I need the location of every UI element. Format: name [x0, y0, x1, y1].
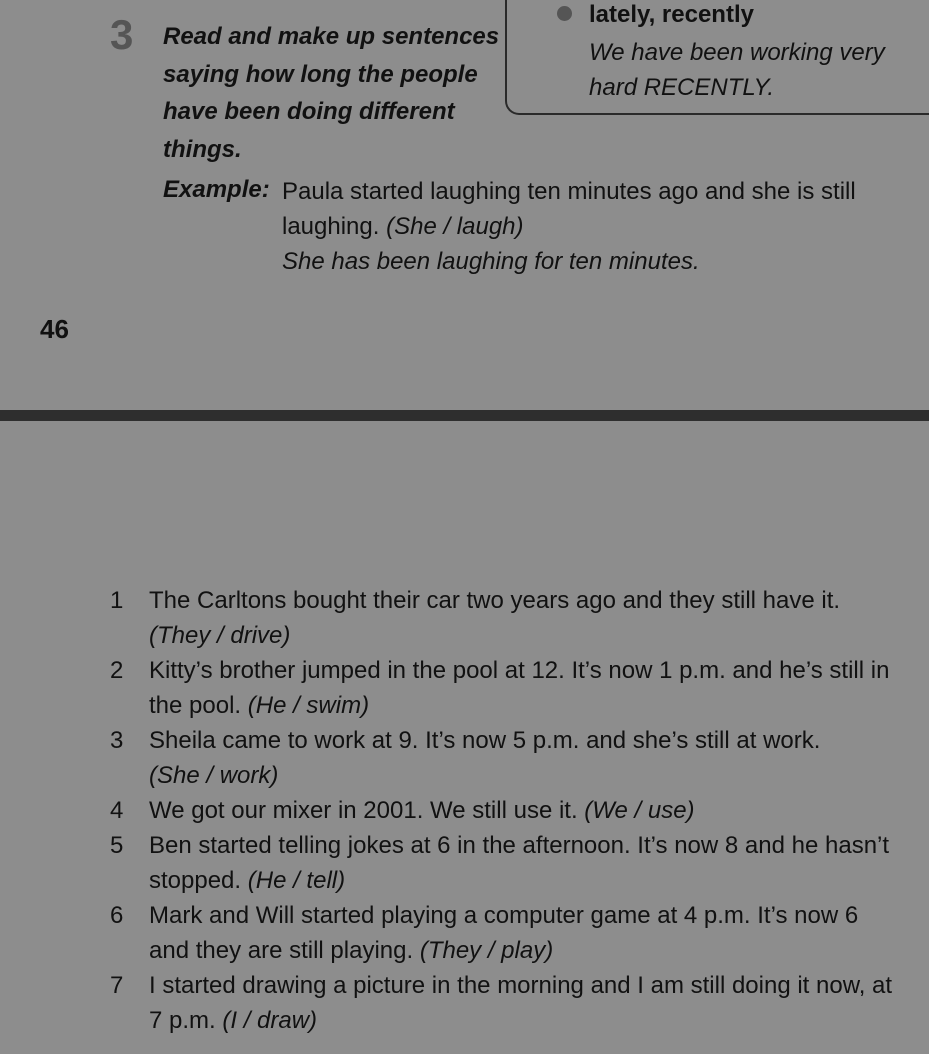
example-label: Example: [163, 176, 270, 203]
example-cue: (She / laugh) [386, 213, 524, 240]
item-text: Sheila came to work at 9. It’s now 5 p.m. and she’s still at work. [149, 727, 821, 754]
page-divider [0, 410, 929, 421]
item-number: 5 [110, 832, 124, 859]
item-number: 7 [110, 972, 124, 999]
item-number: 4 [110, 797, 124, 824]
exercise-items [100, 583, 900, 1038]
item-number: 2 [110, 657, 124, 684]
page-number: 46 [40, 314, 69, 344]
item-number: 6 [110, 902, 124, 929]
item-cue: (He / swim) [247, 692, 370, 719]
exercise-instruction: Read and make up sentences saying how long the people have been doing different things. [163, 23, 500, 163]
list-item [100, 828, 900, 898]
example-block [282, 174, 922, 279]
item-text: I started drawing a picture in the morning and I am still doing it now, at 7 p.m. [149, 972, 893, 1034]
example-answer: She has been laughing for ten minutes. [282, 248, 700, 275]
item-text: We got our mixer in 2001. We still use it. [149, 797, 578, 824]
exercise-number: 3 [110, 11, 134, 58]
note-heading: lately, recently [589, 1, 754, 28]
list-item [100, 653, 900, 723]
item-text: The Carltons bought their car two years ago and they still have it. [149, 587, 841, 614]
item-text: Kitty’s brother jumped in the pool at 12. It’s now 1 p.m. and he’s still in the pool. [149, 657, 890, 719]
list-item [100, 723, 900, 793]
item-cue: (She / work) [149, 762, 279, 789]
item-cue: (They / play) [419, 937, 554, 964]
item-number: 3 [110, 727, 124, 754]
item-cue: (We / use) [584, 797, 695, 824]
list-item [100, 968, 900, 1038]
item-cue: (I / draw) [222, 1007, 318, 1034]
list-item [100, 898, 900, 968]
bullet-icon [557, 6, 572, 21]
list-item [100, 793, 900, 828]
item-text: Ben started telling jokes at 6 in the afternoon. It’s now 8 and he hasn’t stopped. [149, 832, 890, 894]
item-cue: (He / tell) [247, 867, 346, 894]
item-number: 1 [110, 587, 124, 614]
item-cue: (They / drive) [149, 622, 291, 649]
item-text: Mark and Will started playing a computer game at 4 p.m. It’s now 6 and they are still playing. [149, 902, 859, 964]
note-example: We have been working very hard RECENTLY. [589, 39, 885, 101]
list-item [100, 583, 900, 653]
example-prompt: Paula started laughing ten minutes ago and she is still laughing. [282, 178, 856, 240]
